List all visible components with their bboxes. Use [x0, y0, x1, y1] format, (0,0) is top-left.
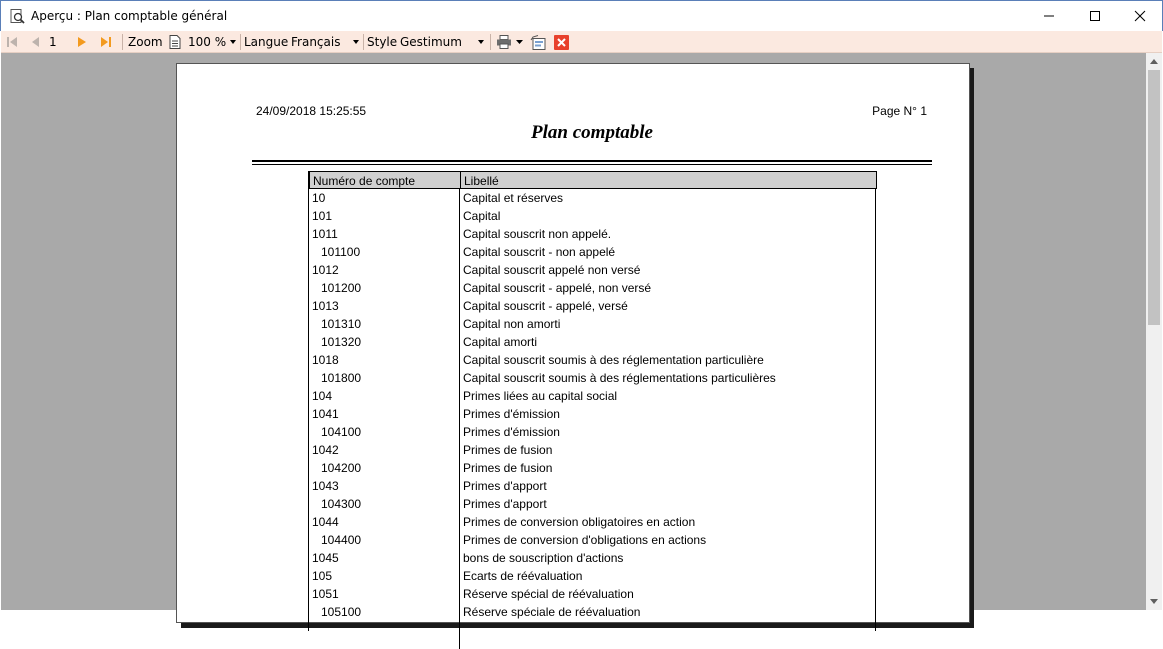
maximize-icon: [1090, 11, 1100, 21]
minimize-button[interactable]: [1026, 1, 1072, 31]
next-page-button[interactable]: [77, 31, 87, 53]
account-label: Ecarts de réévaluation: [463, 569, 583, 583]
table-row: [309, 261, 875, 279]
report-page: [176, 63, 970, 623]
accounts-table: [308, 171, 876, 631]
column-header-number: Numéro de compte: [313, 174, 416, 188]
chevron-down-icon: [478, 40, 484, 44]
close-preview-button[interactable]: [554, 31, 569, 53]
close-icon: [554, 35, 569, 50]
preview-icon: [10, 9, 25, 24]
table-row: [309, 351, 875, 369]
account-label: Capital souscrit - appelé, non versé: [463, 281, 652, 295]
export-button[interactable]: [530, 31, 546, 53]
account-label: Capital souscrit non appelé.: [463, 227, 612, 241]
table-row: [309, 585, 875, 603]
language-label-text: Langue: [244, 35, 289, 49]
print-options-dropdown[interactable]: [516, 31, 523, 53]
previous-page-icon: [30, 36, 40, 48]
chevron-down-icon: [353, 40, 359, 44]
account-number: 1051: [312, 587, 339, 601]
account-number: 1043: [312, 479, 339, 493]
scroll-up-icon[interactable]: [1150, 59, 1158, 64]
account-label: Primes de conversion d'obligations en actions: [463, 533, 707, 547]
report-page-number: Page N° 1: [872, 104, 927, 118]
style-select[interactable]: [397, 33, 487, 51]
first-page-button[interactable]: [6, 31, 18, 53]
toolbar-separator: [122, 34, 123, 50]
table-row: [309, 225, 875, 243]
account-number: 104100: [321, 425, 362, 439]
account-label: Primes de fusion: [463, 443, 553, 457]
account-number: 101310: [321, 317, 362, 331]
close-icon: [1135, 11, 1145, 21]
account-number: 104400: [321, 533, 362, 547]
table-row: [309, 459, 875, 477]
table-row: [309, 243, 875, 261]
account-label: Primes d'émission: [463, 407, 560, 421]
column-header-label: Libellé: [464, 174, 499, 188]
account-label: Primes d'apport: [463, 479, 547, 493]
print-button[interactable]: [496, 31, 512, 53]
table-row: [309, 513, 875, 531]
style-label: [367, 31, 397, 53]
account-number: 101200: [321, 281, 362, 295]
next-page-icon: [77, 36, 87, 48]
table-row: [309, 333, 875, 351]
table-row: [309, 189, 875, 207]
header-rule: [252, 160, 932, 162]
window-title: Aperçu : Plan comptable général: [31, 9, 228, 23]
account-label: Primes de fusion: [463, 461, 553, 475]
zoom-label: [128, 31, 163, 53]
maximize-button[interactable]: [1072, 1, 1118, 31]
account-label: Capital souscrit - non appelé: [463, 245, 616, 259]
table-row: [309, 477, 875, 495]
first-page-icon: [6, 36, 18, 48]
column-divider: [460, 172, 461, 189]
account-number: 105: [312, 569, 333, 583]
table-body: [309, 189, 875, 621]
table-row: [309, 405, 875, 423]
account-number: 101: [312, 209, 333, 223]
account-number: 101800: [321, 371, 362, 385]
account-number: 105100: [321, 605, 362, 619]
table-row: [309, 207, 875, 225]
zoom-value: 100 %: [188, 35, 227, 49]
account-number: 104: [312, 389, 333, 403]
account-number: 1018: [312, 353, 339, 367]
account-number: 1013: [312, 299, 339, 313]
account-number: 104200: [321, 461, 362, 475]
account-number: 1045: [312, 551, 339, 565]
report-title: Plan comptable: [531, 122, 653, 143]
style-value: Gestimum: [400, 35, 462, 49]
account-number: 101100: [321, 245, 361, 259]
account-label: Primes d'émission: [463, 425, 560, 439]
title-bar: [0, 0, 1163, 31]
account-label: Capital et réserves: [463, 191, 564, 205]
printer-icon: [496, 35, 512, 49]
account-number: 1042: [312, 443, 339, 457]
language-select[interactable]: [288, 33, 362, 51]
scroll-down-icon[interactable]: [1150, 599, 1158, 604]
account-label: Primes de conversion obligatoires en action: [463, 515, 696, 529]
account-label: Capital souscrit soumis à des réglementations particulières: [463, 371, 776, 385]
table-header: [309, 171, 877, 189]
minimize-icon: [1044, 11, 1054, 21]
zoom-select[interactable]: [185, 33, 239, 51]
style-label-text: Style: [367, 35, 398, 49]
account-label: Capital souscrit soumis à des réglementation particulière: [463, 353, 764, 367]
last-page-button[interactable]: [100, 31, 112, 53]
previous-page-button[interactable]: [30, 31, 40, 53]
table-row: [309, 441, 875, 459]
page-icon: [169, 31, 181, 53]
account-label: Réserve spécial de réévaluation: [463, 587, 634, 601]
table-row: [309, 279, 875, 297]
table-row: [309, 423, 875, 441]
chevron-down-icon: [230, 40, 236, 44]
account-number: 1044: [312, 515, 339, 529]
table-row: [309, 369, 875, 387]
table-row: [309, 531, 875, 549]
table-row: [309, 387, 875, 405]
account-number: 10: [312, 191, 326, 205]
account-label: Capital souscrit - appelé, versé: [463, 299, 628, 313]
language-label: [244, 31, 288, 53]
account-label: Primes liées au capital social: [463, 389, 618, 403]
account-label: Capital: [463, 209, 501, 223]
account-label: Capital amorti: [463, 335, 538, 349]
table-row: [309, 495, 875, 513]
document-icon: [169, 35, 181, 49]
account-number: 1011: [312, 227, 338, 241]
preview-toolbar: [1, 31, 1162, 53]
account-number: 101320: [321, 335, 362, 349]
account-number: 1041: [312, 407, 339, 421]
table-row: [309, 567, 875, 585]
header-rule: [252, 164, 932, 165]
toolbar-separator: [490, 34, 491, 50]
table-row: [309, 549, 875, 567]
zoom-label-text: Zoom: [128, 35, 163, 49]
vertical-scrollbar[interactable]: [1146, 53, 1162, 610]
language-value: Français: [291, 35, 341, 49]
chevron-down-icon: [516, 40, 523, 45]
table-row: [309, 603, 875, 621]
account-number: 1012: [312, 263, 339, 277]
close-window-button[interactable]: [1117, 1, 1163, 31]
account-label: Capital souscrit appelé non versé: [463, 263, 641, 277]
table-row: [309, 315, 875, 333]
account-label: bons de souscription d'actions: [463, 551, 624, 565]
page-number-field[interactable]: [49, 31, 57, 53]
export-icon: [530, 35, 546, 50]
account-number: 104300: [321, 497, 362, 511]
account-label: Capital non amorti: [463, 317, 561, 331]
scrollbar-thumb[interactable]: [1148, 70, 1160, 325]
account-label: Réserve spéciale de réévaluation: [463, 605, 641, 619]
page-number-value: 1: [49, 35, 57, 49]
toolbar-separator: [363, 34, 364, 50]
table-row: [309, 297, 875, 315]
last-page-icon: [100, 36, 112, 48]
preview-viewport[interactable]: [1, 53, 1146, 619]
account-label: Primes d'apport: [463, 497, 547, 511]
toolbar-separator: [240, 34, 241, 50]
report-date: 24/09/2018 15:25:55: [256, 104, 367, 118]
